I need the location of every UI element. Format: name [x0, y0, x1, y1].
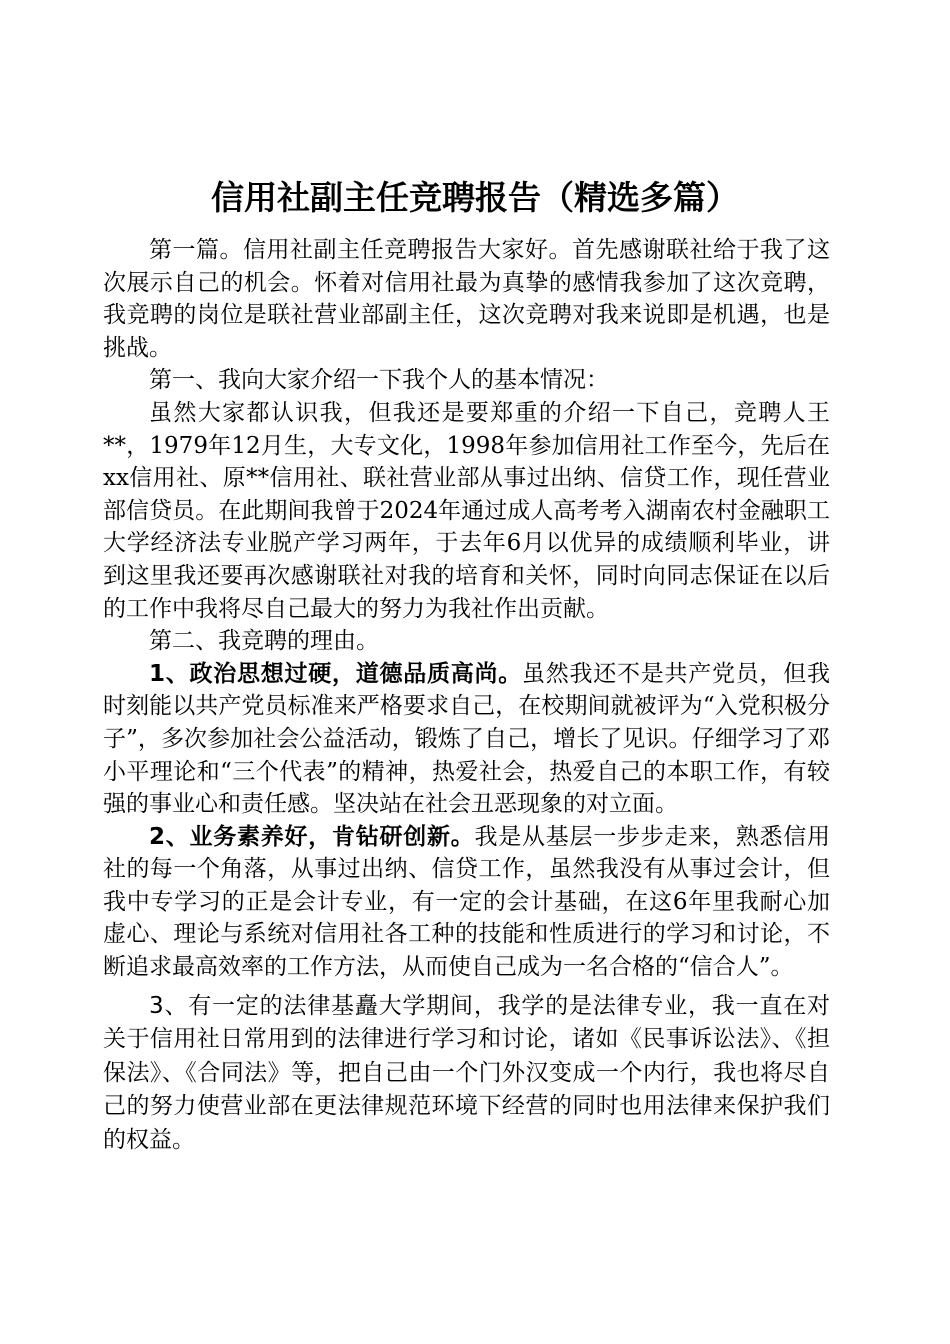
paragraph-reason-two: [103, 821, 830, 984]
paragraph-intro: 第一篇。信用社副主任竞聘报告大家好。首先感谢联社给于我了这次展示自己的机会。怀着对信用社最为真挚的感情我参加了这次竞聘，我竞聘的岗位是联社营业部副主任，这次竞聘对我来说即是机遇，也是挑战。: [103, 237, 830, 361]
paragraph-personal-info: 虽然大家都认识我，但我还是要郑重的介绍一下自己，竞聘人王**，1979年12月生，大专文化，1998年参加信用社工作至今，先后在xx信用社、原**信用社、联社营业部从事过出纳、信贷工作，现任营业部信贷员。在此期间我曾于2024年通过成人高考考入湖南农村金融职工大学经济法专业脱产学习两年，于去年6月以优异的成绩顺利毕业，讲到这里我还要再次感谢联社对我的培育和关怀，同时向同志保证在以后的工作中我将尽自己最大的努力为我社作出贡献。: [103, 399, 830, 622]
paragraph-section-two-heading: 第二、我竞聘的理由。: [149, 628, 379, 655]
paragraph-section-one-heading: 第一、我向大家介绍一下我个人的基本情况：: [149, 367, 609, 394]
paragraph-reason-one: [103, 658, 830, 821]
paragraph-reason-three: 3、有一定的法律基矗大学期间，我学的是法律专业，我一直在对关于信用社日常用到的法律进行学习和讨论，诸如《民事诉讼法》、《担保法》、《合同法》等，把自己由一个门外汉变成一个内行，我也将尽自己的努力使营业部在更法律规范环境下经营的同时也用法律来保护我们的权益。: [103, 992, 830, 1153]
document-title: 信用社副主任竞聘报告（精选多篇）: [211, 178, 739, 217]
reason-two-body: 我是从基层一步步走来，熟悉信用社的每一个角落，从事过出纳、信贷工作，虽然我没有从事过会计，但我中专学习的正是会计专业，有一定的会计基础，在这6年里我耐心加虚心、理论与系统对信用社各工种的技能和性质进行的学习和讨论，不断追求最高效率的工作方法，从而使自己成为一名合格的“信合人”。: [103, 823, 830, 981]
reason-one-body: 虽然我还不是共产党员，但我时刻能以共产党员标准来严格要求自己，在校期间就被评为“入党积极分子”，多次参加社会公益活动，锻炼了自己，增长了见识。仔细学习了邓小平理论和“三个代表”的精神，热爱社会，热爱自己的本职工作，有较强的事业心和责任感。坚决站在社会丑恶现象的对立面。: [103, 660, 830, 818]
reason-one-lead: 1、政治思想过硬，道德品质高尚。: [149, 660, 522, 687]
reason-two-lead: 2、业务素养好，肯钻研创新。: [149, 823, 475, 850]
document-body: [103, 234, 830, 1157]
